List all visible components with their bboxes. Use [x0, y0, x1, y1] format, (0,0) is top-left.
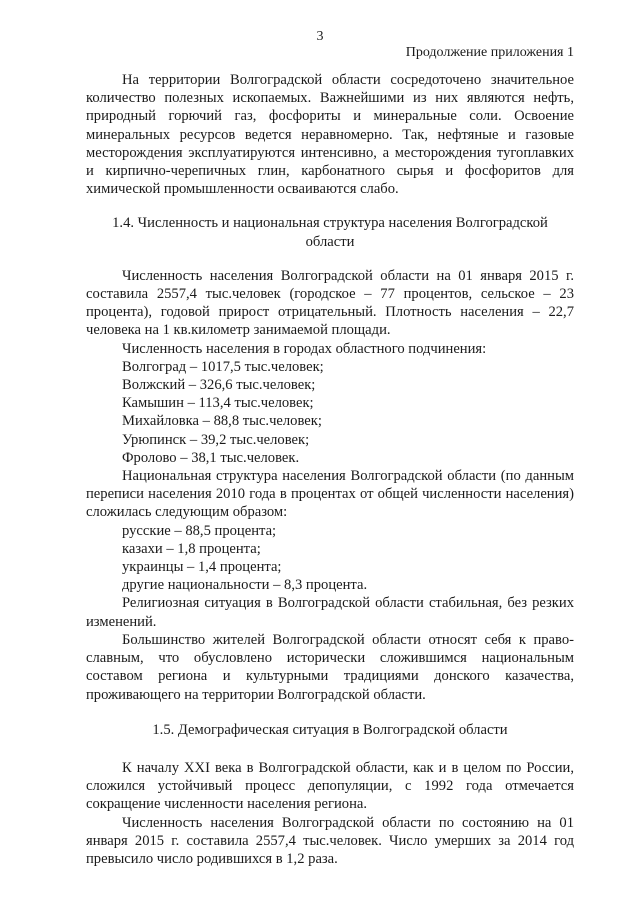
list-item-city: Михайловка – 88,8 тыс.человек;	[122, 413, 322, 430]
list-item-city: Камышин – 113,4 тыс.человек;	[122, 395, 314, 412]
paragraph-cities-intro: Численность населения в городах областного подчинения:	[122, 340, 487, 357]
paragraph-national-structure: Национальная структура населения Волгоградской области (по данным переписи населения 2010 года в процентах от общей численности населения) сложилась следующим образом:	[86, 468, 574, 521]
paragraph-depopulation: К началу XXI века в Волгоградской области, как и в целом по России, сложился устойчивый процесс депопуляции, с 1992 года отмечается сокращение численности населения региона.	[86, 759, 574, 813]
document-body	[86, 71, 574, 868]
page-number: 3	[316, 29, 324, 44]
list-item-nationality: казахи – 1,8 процента;	[122, 540, 261, 557]
nationalities-list	[86, 522, 574, 595]
section-heading-1-5: 1.5. Демографическая ситуация в Волгоградской области	[152, 721, 508, 738]
section-heading-1-4: 1.4. Численность и национальная структура населения Волгоградской области	[112, 215, 548, 250]
list-item-city: Урюпинск – 39,2 тыс.человек;	[122, 431, 310, 448]
list-item-nationality: украинцы – 1,4 процента;	[122, 559, 282, 576]
list-item-nationality: русские – 88,5 процента;	[122, 522, 277, 539]
list-item-city: Фролово – 38,1 тыс.человек.	[122, 449, 300, 466]
list-item-city: Волжский – 326,6 тыс.человек;	[122, 377, 316, 394]
annex-continuation-note: Продолжение приложения 1	[405, 45, 574, 60]
list-item-nationality: другие национальности – 8,3 процента.	[122, 577, 368, 594]
list-item-city: Волгоград – 1017,5 тыс.человек;	[122, 358, 324, 375]
paragraph-population-2015: Численность населения Волгоградской области по состоянию на 01 января 2015 г. составила 2557,4 тыс.человек. Число умерших за 2014 год превысило число родившихся в 1,2 раза.	[86, 814, 574, 867]
paragraph-orthodox-majority: Большинство жителей Волгоградской области относят себя к православным, что обусловлено исторически сложившимся национальным составом региона и культурными традициями донского казачества, проживающего на территории Волгоградской области.	[86, 631, 574, 703]
cities-list	[86, 358, 574, 467]
paragraph-minerals: На территории Волгоградской области сосредоточено значительное количество полезных ископаемых. Важнейшими из них являются нефть, природный горючий газ, фосфориты и минеральные соли. Освоение минеральных ресурсов ведется неравномерно. Так, нефтяные и газовые месторождения эксплуатируются интенсивно, а месторождения тугоплавких и кирпично-черепичных глин, карбонатного сырья и фосфоритов для химической промышленности осваиваются слабо.	[86, 72, 574, 198]
paragraph-population-total: Численность населения Волгоградской области на 01 января 2015 г. составила 2557,4 тыс.человек (городское – 77 процентов, сельское – 23 процента), годовой прирост отрицательный. Плотность населения – 22,7 человека на 1 кв.километр занимаемой площади.	[86, 267, 574, 339]
paragraph-religion-situation: Религиозная ситуация в Волгоградской области стабильная, без резких изменений.	[86, 595, 574, 630]
